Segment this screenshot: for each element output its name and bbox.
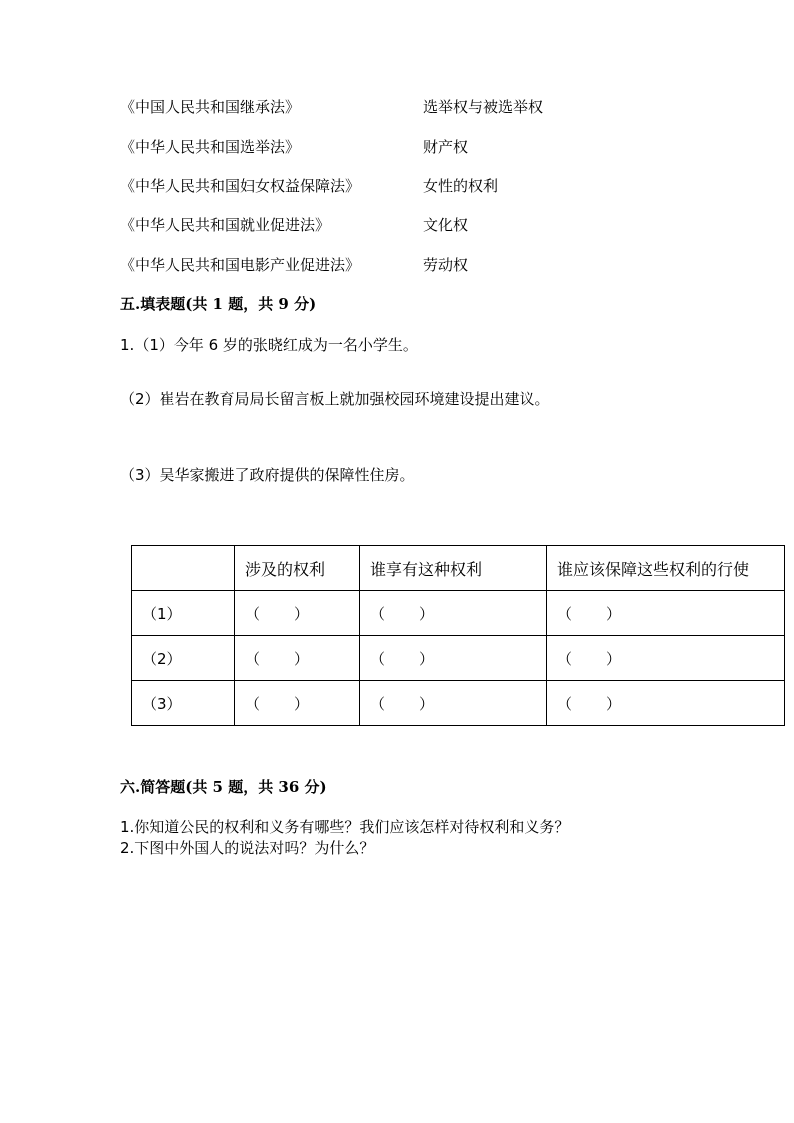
- right-item: 女性的权利: [423, 177, 499, 195]
- paren-open: （: [245, 694, 261, 713]
- question-1-scenario-1: [120, 335, 418, 355]
- paren-open: （: [370, 649, 386, 668]
- answer-blank[interactable]: [235, 591, 360, 636]
- answer-blank[interactable]: [547, 591, 785, 636]
- table-row: [132, 591, 785, 636]
- scenario-3: （3）吴华家搬进了政府提供的保障性住房。: [120, 466, 415, 484]
- paren-open: （: [245, 649, 261, 668]
- answer-blank[interactable]: [547, 636, 785, 681]
- row-label: （1）: [132, 591, 235, 636]
- paren-open: （: [370, 604, 386, 623]
- short-answer-question: 2.下图中外国人的说法对吗？为什么？: [120, 839, 375, 857]
- law-item: 《中华人民共和国就业促进法》: [120, 216, 331, 234]
- rights-table: [131, 545, 785, 726]
- short-answer-question: 1.你知道公民的权利和义务有哪些？我们应该怎样对待权利和义务？: [120, 818, 570, 836]
- question-number: 1.: [120, 336, 135, 354]
- table-header-cell: 谁应该保障这些权利的行使: [547, 546, 785, 591]
- table-header-cell: 谁享有这种权利: [360, 546, 547, 591]
- answer-blank[interactable]: [360, 591, 547, 636]
- table-header-cell: 涉及的权利: [235, 546, 360, 591]
- scenario-2: （2）崔岩在教育局局长留言板上就加强校园环境建设提出建议。: [120, 390, 550, 408]
- answer-blank[interactable]: [235, 681, 360, 726]
- paren-close: ）: [418, 694, 434, 713]
- row-label: （3）: [132, 681, 235, 726]
- paren-close: ）: [605, 604, 621, 623]
- answer-blank[interactable]: [360, 681, 547, 726]
- paren-open: （: [370, 694, 386, 713]
- paren-close: ）: [418, 604, 434, 623]
- paren-close: ）: [293, 604, 309, 623]
- paren-open: （: [557, 604, 573, 623]
- scenario-text: （1）今年 6 岁的张晓红成为一名小学生。: [134, 336, 418, 354]
- table-row: [132, 681, 785, 726]
- section-heading-fill-table: 五.填表题(共 1 题，共 9 分): [120, 295, 317, 313]
- law-item: 《中华人民共和国妇女权益保障法》: [120, 177, 361, 195]
- right-item: 选举权与被选举权: [423, 98, 544, 116]
- paren-open: （: [245, 604, 261, 623]
- table-header-cell: [132, 546, 235, 591]
- right-item: 财产权: [423, 138, 469, 156]
- answer-blank[interactable]: [547, 681, 785, 726]
- answer-blank[interactable]: [360, 636, 547, 681]
- paren-close: ）: [293, 694, 309, 713]
- paren-open: （: [557, 694, 573, 713]
- row-label: （2）: [132, 636, 235, 681]
- answer-blank[interactable]: [235, 636, 360, 681]
- right-item: 劳动权: [423, 256, 469, 274]
- paren-close: ）: [605, 649, 621, 668]
- law-item: 《中华人民共和国电影产业促进法》: [120, 256, 361, 274]
- law-item: 《中国人民共和国继承法》: [120, 98, 301, 116]
- paren-close: ）: [605, 694, 621, 713]
- paren-close: ）: [293, 649, 309, 668]
- table-row: [132, 636, 785, 681]
- right-item: 文化权: [423, 216, 469, 234]
- law-item: 《中华人民共和国选举法》: [120, 138, 301, 156]
- section-heading-short-answer: 六.简答题(共 5 题，共 36 分): [120, 778, 327, 796]
- paren-open: （: [557, 649, 573, 668]
- paren-close: ）: [418, 649, 434, 668]
- table-header-row: [132, 546, 785, 591]
